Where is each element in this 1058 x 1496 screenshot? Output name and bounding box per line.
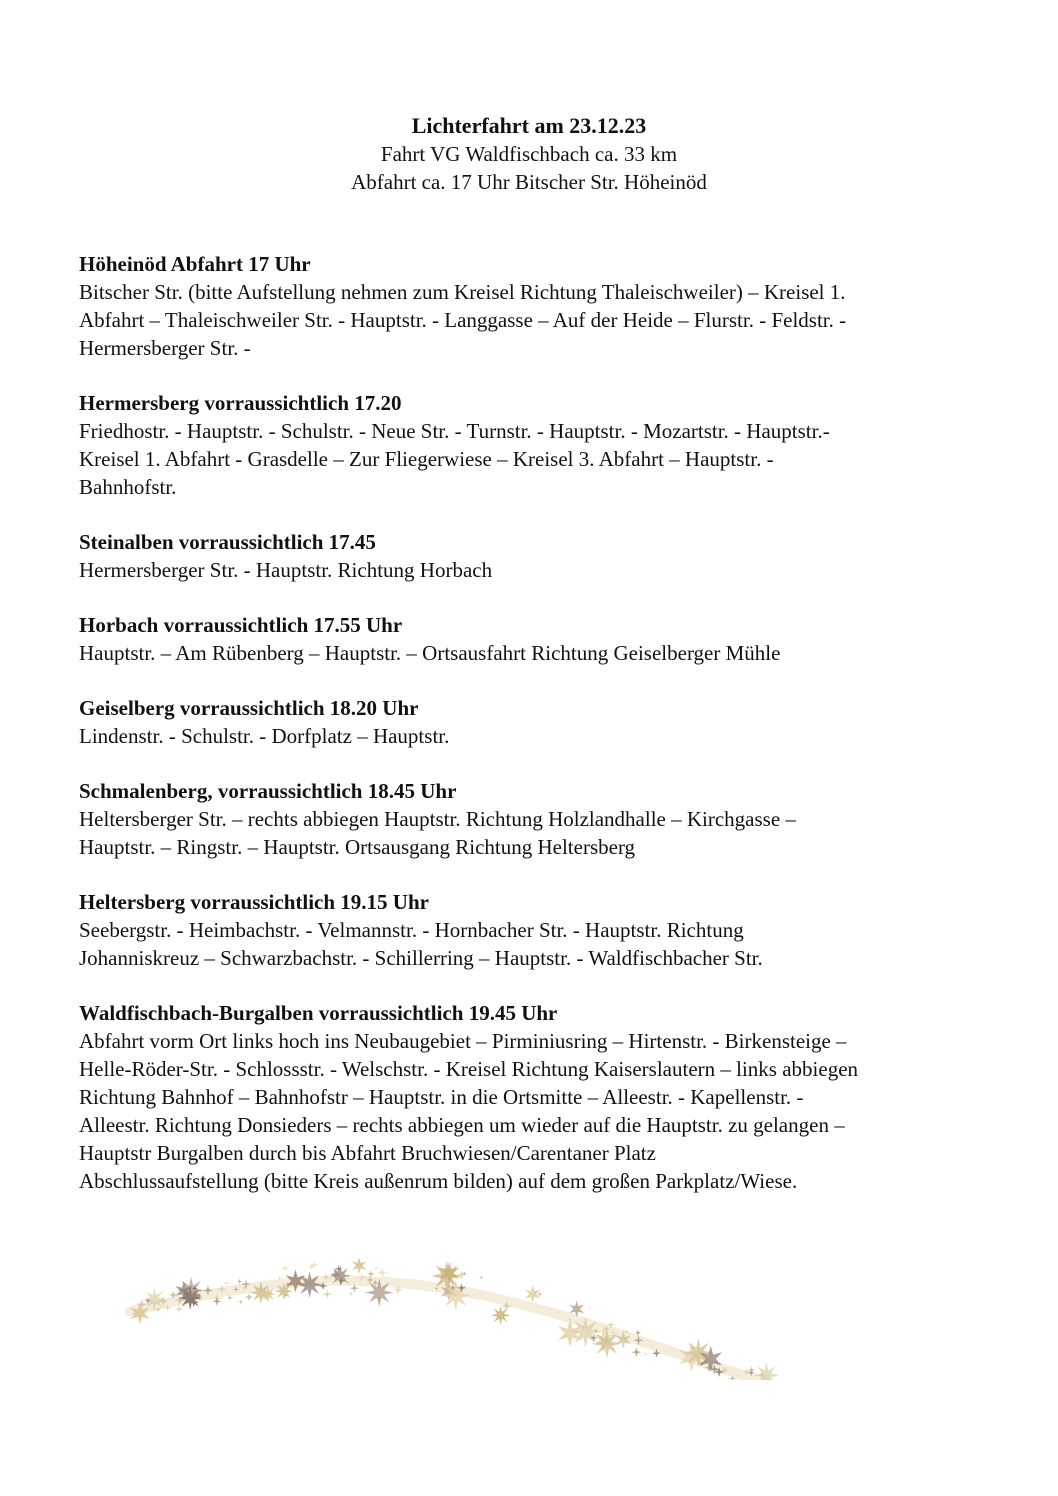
route-section-schmalenberg xyxy=(79,777,999,861)
section-route: Seebergstr. - Heimbachstr. - Velmannstr. - Hornbacher Str. - Hauptstr. Richtung Johanniskreuz – Schwarzbachstr. - Schillerring – Hauptstr. - Waldfischbacher Str. xyxy=(79,918,763,970)
section-heading: Höheinöd Abfahrt 17 Uhr xyxy=(79,252,311,276)
section-route: Friedhostr. - Hauptstr. - Schulstr. - Neue Str. - Turnstr. - Hauptstr. - Mozartstr. - Hauptstr.- Kreisel 1. Abfahrt - Grasdelle – Zur Fliegerwiese – Kreisel 3. Abfahrt – Hauptstr. - Bahnhofstr. xyxy=(79,419,830,499)
section-heading: Geiselberg vorraussichtlich 18.20 Uhr xyxy=(79,696,419,720)
document-title: Lichterfahrt am 23.12.23 xyxy=(411,113,647,138)
star-garland-icon xyxy=(120,1230,790,1380)
route-section-hermersberg xyxy=(79,389,999,501)
section-route: Abfahrt vorm Ort links hoch ins Neubaugebiet – Pirminiusring – Hirtenstr. - Birkensteige – Helle-Röder-Str. - Schlossstr. - Welschstr. - Kreisel Richtung Kaiserslautern – links abbiegen Richtung Bahnhof – Bahnhofstr – Hauptstr. in die Ortsmitte – Alleestr. - Kapellenstr. - Alleestr. Richtung Donsieders – rechts abbiegen um wieder auf die Hauptstr. zu gelangen – Hauptstr Burgalben durch bis Abfahrt Bruchwiesen/Carentaner Platz Abschlussaufstellung (bitte Kreis außenrum bilden) auf dem großen Parkplatz/Wiese. xyxy=(79,1029,859,1193)
section-heading: Schmalenberg, vorraussichtlich 18.45 Uhr xyxy=(79,779,457,803)
document-header xyxy=(0,112,1058,196)
section-heading: Heltersberg vorraussichtlich 19.15 Uhr xyxy=(79,890,429,914)
section-route: Hermersberger Str. - Hauptstr. Richtung Horbach xyxy=(79,558,493,582)
section-heading: Hermersberg vorraussichtlich 17.20 xyxy=(79,391,402,415)
departure-info: Abfahrt ca. 17 Uhr Bitscher Str. Höheinöd xyxy=(351,170,707,194)
route-section-heltersberg xyxy=(79,888,999,972)
section-heading: Waldfischbach-Burgalben vorraussichtlich 19.45 Uhr xyxy=(79,1001,558,1025)
section-heading: Steinalben vorraussichtlich 17.45 xyxy=(79,530,376,554)
section-route: Heltersberger Str. – rechts abbiegen Hauptstr. Richtung Holzlandhalle – Kirchgasse – Hauptstr. – Ringstr. – Hauptstr. Ortsausgang Richtung Heltersberg xyxy=(79,807,796,859)
route-section-steinalben xyxy=(79,528,999,584)
section-route: Bitscher Str. (bitte Aufstellung nehmen zum Kreisel Richtung Thaleischweiler) – Kreisel 1. Abfahrt – Thaleischweiler Str. - Hauptstr. - Langgasse – Auf der Heide – Flurstr. - Feldstr. - Hermersberger Str. - xyxy=(79,280,847,360)
trip-info: Fahrt VG Waldfischbach ca. 33 km xyxy=(380,142,678,166)
route-section-waldfischbach-burgalben xyxy=(79,999,999,1195)
section-route: Hauptstr. – Am Rübenberg – Hauptstr. – Ortsausfahrt Richtung Geiselberger Mühle xyxy=(79,641,781,665)
route-section-hoeheinoed xyxy=(79,250,999,362)
route-sections xyxy=(79,250,999,1222)
section-route: Lindenstr. - Schulstr. - Dorfplatz – Hauptstr. xyxy=(79,724,450,748)
route-section-geiselberg xyxy=(79,694,999,750)
section-heading: Horbach vorraussichtlich 17.55 Uhr xyxy=(79,613,403,637)
route-section-horbach xyxy=(79,611,999,667)
